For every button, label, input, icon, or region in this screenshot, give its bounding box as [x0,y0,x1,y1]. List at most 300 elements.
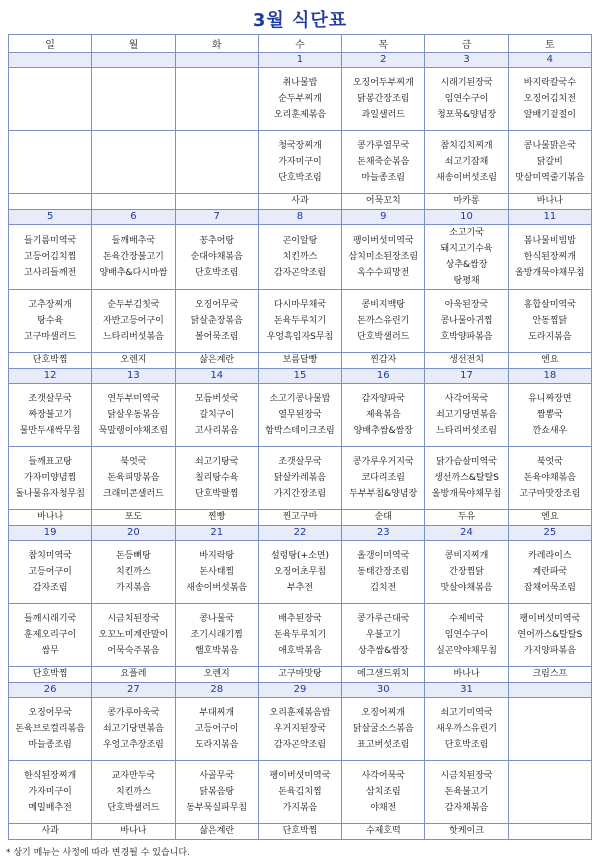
snack-cell [175,194,258,210]
dinner-cell [92,604,175,667]
lunch-cell [342,68,425,131]
menu-item: 가자미구이 [28,787,72,797]
menu-item: 치킨까스 [116,787,151,797]
lunch-cell [175,68,258,131]
snack-cell: 사과 [9,824,92,840]
dinner-cell [9,447,92,510]
dinner-cell [9,604,92,667]
date-cell: 20 [92,526,175,541]
date-cell: 25 [508,526,591,541]
menu-item: 크래미콘샐러드 [102,489,164,499]
snack-cell: 단호박찜 [9,353,92,369]
snack-cell: 두유 [425,510,508,526]
dinner-cell [425,761,508,824]
weekday-header-row [9,35,592,53]
snack-cell: 에그샌드위치 [342,667,425,683]
lunch-cell [258,541,341,604]
menu-item: 가자미양념찜 [24,473,77,483]
menu-item: 오징어김치전 [523,94,576,104]
snack-cell: 생선전치 [425,353,508,369]
snack-cell: 단호박찜 [258,824,341,840]
menu-item: 부추전 [286,583,314,593]
menu-item: 물만두새싹무침 [19,426,81,436]
menu-item: 바지락칼국수 [523,78,576,88]
date-cell: 3 [425,53,508,68]
dinner-cell [9,290,92,353]
date-row [9,526,592,541]
menu-item: 닭갈비 [536,157,563,167]
dinner-cell [508,131,591,194]
lunch-cell [175,384,258,447]
date-cell: 27 [92,683,175,698]
lunch-cell [258,384,341,447]
date-cell: 24 [425,526,508,541]
menu-item: 조갯살무국 [28,394,72,404]
menu-item: 돈육두루치기 [273,630,327,640]
menu-item: 오징어두부찌개 [352,78,414,88]
menu-item: 야채전 [370,803,397,813]
dinner-cell [9,761,92,824]
menu-item: 맛살미역줄기볶음 [515,173,585,183]
date-cell: 5 [9,210,92,225]
menu-item: 두부부침&양념장 [349,489,418,499]
menu-item: 북엇국 [536,457,563,467]
menu-item: 햄호박볶음 [194,646,239,656]
snack-cell [92,194,175,210]
date-cell: 31 [425,683,508,698]
menu-item: 다시마무채국 [273,300,327,310]
menu-item: 감자양파국 [361,394,405,404]
menu-item: 도라지볶음 [528,332,572,342]
lunch-row [9,541,592,604]
menu-item: 동태간장조림 [357,567,410,577]
lunch-cell [508,225,591,290]
lunch-cell [92,384,175,447]
menu-item: 가자미구이 [278,157,322,167]
menu-item: 콩비지찌개 [444,551,489,561]
menu-item: 짜장불고기 [28,410,72,420]
menu-item: 돈등뼈탕 [116,551,151,561]
snack-cell: 크림스프 [508,667,591,683]
menu-item: 단호박샐러드 [357,332,410,342]
menu-item: 취나물밥 [282,78,318,88]
menu-item: 단호박팔찜 [194,489,239,499]
menu-item: 돈사태찜 [199,567,235,577]
menu-item: 돈육두루치기 [273,316,327,326]
menu-item: 과일샐러드 [361,110,405,120]
date-row [9,210,592,225]
snack-cell: 사과 [258,194,341,210]
snack-cell: 순대 [342,510,425,526]
menu-item: 참치김치찌개 [440,141,493,151]
menu-item: 감자곤약조림 [273,740,327,750]
snack-cell: 고구마맛탕 [258,667,341,683]
menu-item: 갈치구이 [199,410,235,420]
menu-item: 오리훈제볶음밥 [269,708,331,718]
snack-cell: 바나나 [508,194,591,210]
menu-item: 돈채죽순볶음 [357,157,410,167]
menu-item: 쇠고기미역국 [440,708,493,718]
menu-item: 설렁탕(+소면) [270,551,329,561]
menu-item: 팽이버섯미역국 [269,771,331,781]
menu-item: 생선까스&탈탈S [434,473,499,483]
dinner-cell [92,761,175,824]
menu-item: 도라지볶음 [194,740,239,750]
menu-item: 쇠고기당면볶음 [102,724,164,734]
snack-cell: 마카롱 [425,194,508,210]
menu-item: 들기름미역국 [24,236,77,246]
menu-item: 임연수구이 [444,94,489,104]
lunch-cell [342,384,425,447]
menu-item: 우거지된장국 [273,724,327,734]
menu-item: 실곤약야채무침 [436,646,497,656]
menu-item: 팽이버섯미역국 [352,236,414,246]
menu-item: 오꼬노미계란말이 [98,630,169,640]
menu-item: 옥수수피망전 [357,268,410,278]
menu-item: 돼지고기수육 [440,244,493,254]
menu-item: 칠리탕수육 [194,473,239,483]
dinner-cell [258,290,341,353]
menu-item: 마늘종조림 [28,740,72,750]
menu-item: 깐쇼새우 [532,426,568,436]
menu-item: 호박양파볶음 [440,332,493,342]
date-cell: 9 [342,210,425,225]
menu-item: 자반고등어구이 [102,316,164,326]
menu-item: 순두부김칫국 [107,300,160,310]
date-cell: 19 [9,526,92,541]
weekday-header: 일 [9,35,92,53]
menu-item: 우엉흑임자S무침 [266,332,334,342]
lunch-cell [508,541,591,604]
menu-item: 쇠고기당면볶음 [436,410,497,420]
menu-item: 계란파국 [532,567,568,577]
menu-item: 고등어구이 [194,724,239,734]
menu-item: 코다리조림 [361,473,405,483]
menu-item: 수제비국 [449,614,484,624]
date-cell: 28 [175,683,258,698]
menu-item: 들깨배추국 [111,236,156,246]
weekday-header: 토 [508,35,591,53]
menu-item: 연두부미역국 [107,394,160,404]
menu-item: 우불고기 [365,630,401,640]
weekday-header: 목 [342,35,425,53]
snack-row [9,667,592,683]
menu-item: 닭볶음탕 [199,787,235,797]
menu-item: 올방개묵야채무침 [431,489,502,499]
menu-item: 돈육김치찜 [278,787,322,797]
weekday-header: 금 [425,35,508,53]
menu-item: 닭살카레볶음 [273,473,327,483]
lunch-cell [508,68,591,131]
date-cell [92,53,175,68]
date-cell: 4 [508,53,591,68]
menu-item: 고사리들깨전 [24,268,77,278]
menu-item: 치킨까스 [282,252,318,262]
menu-item: 유니짜장면 [528,394,572,404]
menu-item: 곤이알탕 [282,236,318,246]
menu-item: 제육볶음 [365,410,401,420]
menu-item: 오징어찌개 [361,708,405,718]
lunch-cell [258,68,341,131]
menu-item: 돈육간장불고기 [102,252,164,262]
menu-item: 콩나물국 [199,614,235,624]
menu-item: 닭살우동볶음 [107,410,160,420]
menu-item: 소고기콩나물밥 [269,394,331,404]
dinner-cell [175,604,258,667]
dinner-cell [508,604,591,667]
date-cell: 26 [9,683,92,698]
snack-row [9,510,592,526]
dinner-cell [342,604,425,667]
dinner-cell [92,290,175,353]
menu-item: 고추장찌개 [28,300,72,310]
menu-item: 동부묵실파무침 [186,803,248,813]
date-cell: 8 [258,210,341,225]
menu-item: 우엉고추장조림 [102,740,164,750]
menu-item: 닭살춘장볶음 [190,316,243,326]
snack-cell: 단호박찜 [9,667,92,683]
menu-item: 돈육브로컬리볶음 [15,724,85,734]
menu-item: 사각어묵국 [444,394,489,404]
menu-item: 고구마맛장조림 [519,489,581,499]
snack-row [9,353,592,369]
menu-item: 단호박조림 [278,173,322,183]
menu-item: 청국장찌개 [278,141,322,151]
menu-item: 삼치조림 [365,787,401,797]
menu-item: 감자곤약조림 [273,268,327,278]
date-cell [9,53,92,68]
lunch-row [9,384,592,447]
snack-cell: 오렌지 [175,667,258,683]
date-cell: 15 [258,369,341,384]
menu-item: 사각어묵국 [361,771,405,781]
dinner-cell [342,290,425,353]
menu-item: 양배추쌈&쌈장 [353,426,413,436]
date-cell: 14 [175,369,258,384]
menu-item: 고구마샐러드 [24,332,77,342]
menu-item: 조갯살무국 [278,457,322,467]
weekday-header: 수 [258,35,341,53]
menu-item: 시래기된장국 [440,78,493,88]
menu-item: 묵말랭이야채조림 [98,426,169,436]
lunch-cell [508,698,591,761]
dinner-cell [92,131,175,194]
dinner-cell [92,447,175,510]
lunch-cell [425,68,508,131]
menu-item: 느타리버섯조림 [436,426,497,436]
menu-item: 오징어무국 [194,300,239,310]
menu-item: 치킨까스 [116,567,151,577]
menu-item: 부대찌개 [199,708,235,718]
menu-item: 고사리볶음 [194,426,239,436]
menu-item: 감자채볶음 [444,803,489,813]
snack-cell: 찐빵 [175,510,258,526]
page-title: 3월 식단표 [252,10,348,31]
dinner-cell [175,290,258,353]
lunch-cell [258,698,341,761]
lunch-cell [9,698,92,761]
date-cell: 6 [92,210,175,225]
snack-cell: 보름달빵 [258,353,341,369]
dinner-row [9,604,592,667]
menu-item: 단호박조림 [444,740,489,750]
date-cell [508,683,591,698]
date-cell: 2 [342,53,425,68]
footnote: * 상기 메뉴는 사정에 따라 변경될 수 있습니다. [6,848,190,858]
menu-item: 임연수구이 [444,630,489,640]
menu-item: 콩가루열무국 [357,141,410,151]
menu-item: 상추&쌈장 [445,260,488,270]
lunch-cell [342,225,425,290]
menu-item: 메밀배추전 [28,803,72,813]
menu-item: 함박스테이크조림 [265,426,335,436]
menu-item: 콩가루근대국 [357,614,410,624]
menu-item: 봄나물비빔밥 [523,236,576,246]
menu-item: 가지볶음 [116,583,151,593]
dinner-row [9,761,592,824]
date-cell: 18 [508,369,591,384]
menu-item: 오징어초무침 [273,567,327,577]
lunch-cell [175,225,258,290]
menu-item: 들깨표고탕 [28,457,72,467]
menu-item: 바지락탕 [199,551,235,561]
menu-item: 닭봉간장조림 [357,94,410,104]
lunch-cell [9,225,92,290]
snack-cell: 어묵꼬치 [342,194,425,210]
menu-item: 사골무국 [199,771,235,781]
date-cell: 10 [425,210,508,225]
menu-item: 삼치미소된장조림 [348,252,419,262]
date-cell: 13 [92,369,175,384]
weekday-header: 화 [175,35,258,53]
menu-item: 닭가슴살미역국 [436,457,497,467]
menu-item: 단호박샐러드 [107,803,160,813]
lunch-cell [508,384,591,447]
weekday-header: 월 [92,35,175,53]
menu-item: 안동찜닭 [532,316,568,326]
lunch-cell [342,698,425,761]
menu-item: 배추된장국 [278,614,322,624]
menu-item: 가지볶음 [282,803,318,813]
date-row [9,683,592,698]
dinner-cell [258,604,341,667]
snack-cell: 찐고구마 [258,510,341,526]
menu-item: 오징어무국 [28,708,72,718]
dinner-cell [175,761,258,824]
lunch-row [9,68,592,131]
date-cell: 16 [342,369,425,384]
date-cell: 12 [9,369,92,384]
menu-item: 탕평채 [453,276,480,286]
snack-row [9,824,592,840]
menu-item: 돈까스유린기 [357,316,410,326]
date-cell: 21 [175,526,258,541]
menu-item: 순두부찌개 [278,94,322,104]
menu-item: 돈육피망볶음 [107,473,160,483]
menu-item: 어묵숙주볶음 [107,646,160,656]
lunch-cell [92,698,175,761]
snack-cell: 찐감자 [342,353,425,369]
snack-cell: 바나나 [9,510,92,526]
menu-item: 잡채어묵조림 [523,583,576,593]
menu-item: 돈육불고기 [444,787,489,797]
dinner-cell [508,447,591,510]
menu-item: 카레라이스 [528,551,572,561]
lunch-cell [258,225,341,290]
lunch-cell [9,68,92,131]
lunch-cell [425,384,508,447]
lunch-cell [9,541,92,604]
menu-item: 닭살굴소스볶음 [352,724,414,734]
lunch-cell [425,541,508,604]
menu-item: 콩가루우거지국 [352,457,414,467]
date-cell: 29 [258,683,341,698]
date-cell: 23 [342,526,425,541]
dinner-cell [175,131,258,194]
snack-row [9,194,592,210]
lunch-cell [175,698,258,761]
dinner-cell [175,447,258,510]
snack-cell: 요플레 [92,667,175,683]
snack-cell: 엔요 [508,510,591,526]
menu-item: 올방개묵야채무침 [515,268,585,278]
menu-item: 꽁추어탕 [199,236,235,246]
menu-item: 볼어묵조림 [194,332,239,342]
menu-item: 콩가루아욱국 [107,708,160,718]
menu-item: 한식된장찌개 [523,252,576,262]
menu-item: 순대야채볶음 [190,252,243,262]
snack-cell: 핫케이크 [425,824,508,840]
menu-item: 콩나물아귀찜 [440,316,493,326]
dinner-cell [425,604,508,667]
dinner-cell [425,290,508,353]
date-cell: 11 [508,210,591,225]
menu-item: 가지간장조림 [273,489,327,499]
menu-item: 홍합살미역국 [523,300,576,310]
menu-item: 알배기겉절이 [523,110,576,120]
menu-item: 참치미역국 [28,551,72,561]
menu-item: 북엇국 [120,457,147,467]
snack-cell: 오렌지 [92,353,175,369]
menu-item: 교자만두국 [111,771,156,781]
menu-item: 청포묵&양념장 [436,110,497,120]
menu-item: 양배추&다시마쌈 [99,268,168,278]
menu-item: 탕수육 [37,316,64,326]
date-cell: 22 [258,526,341,541]
date-cell: 17 [425,369,508,384]
menu-item: 들깨시래기국 [24,614,77,624]
date-cell: 1 [258,53,341,68]
date-cell: 30 [342,683,425,698]
menu-item: 올갱이미역국 [357,551,410,561]
lunch-cell [342,541,425,604]
dinner-row [9,447,592,510]
lunch-row [9,225,592,290]
lunch-cell [92,225,175,290]
menu-item: 조기시래기찜 [190,630,243,640]
date-row [9,53,592,68]
snack-cell: 바나나 [425,667,508,683]
date-cell [175,53,258,68]
menu-item: 짬뽕국 [536,410,563,420]
menu-item: 상추쌈&쌈장 [358,646,409,656]
menu-calendar [8,34,592,840]
dinner-cell [342,131,425,194]
menu-item: 가지양파볶음 [523,646,576,656]
menu-item: 고등어김치찜 [24,252,77,262]
dinner-row [9,131,592,194]
menu-item: 콩나물맑은국 [523,141,576,151]
